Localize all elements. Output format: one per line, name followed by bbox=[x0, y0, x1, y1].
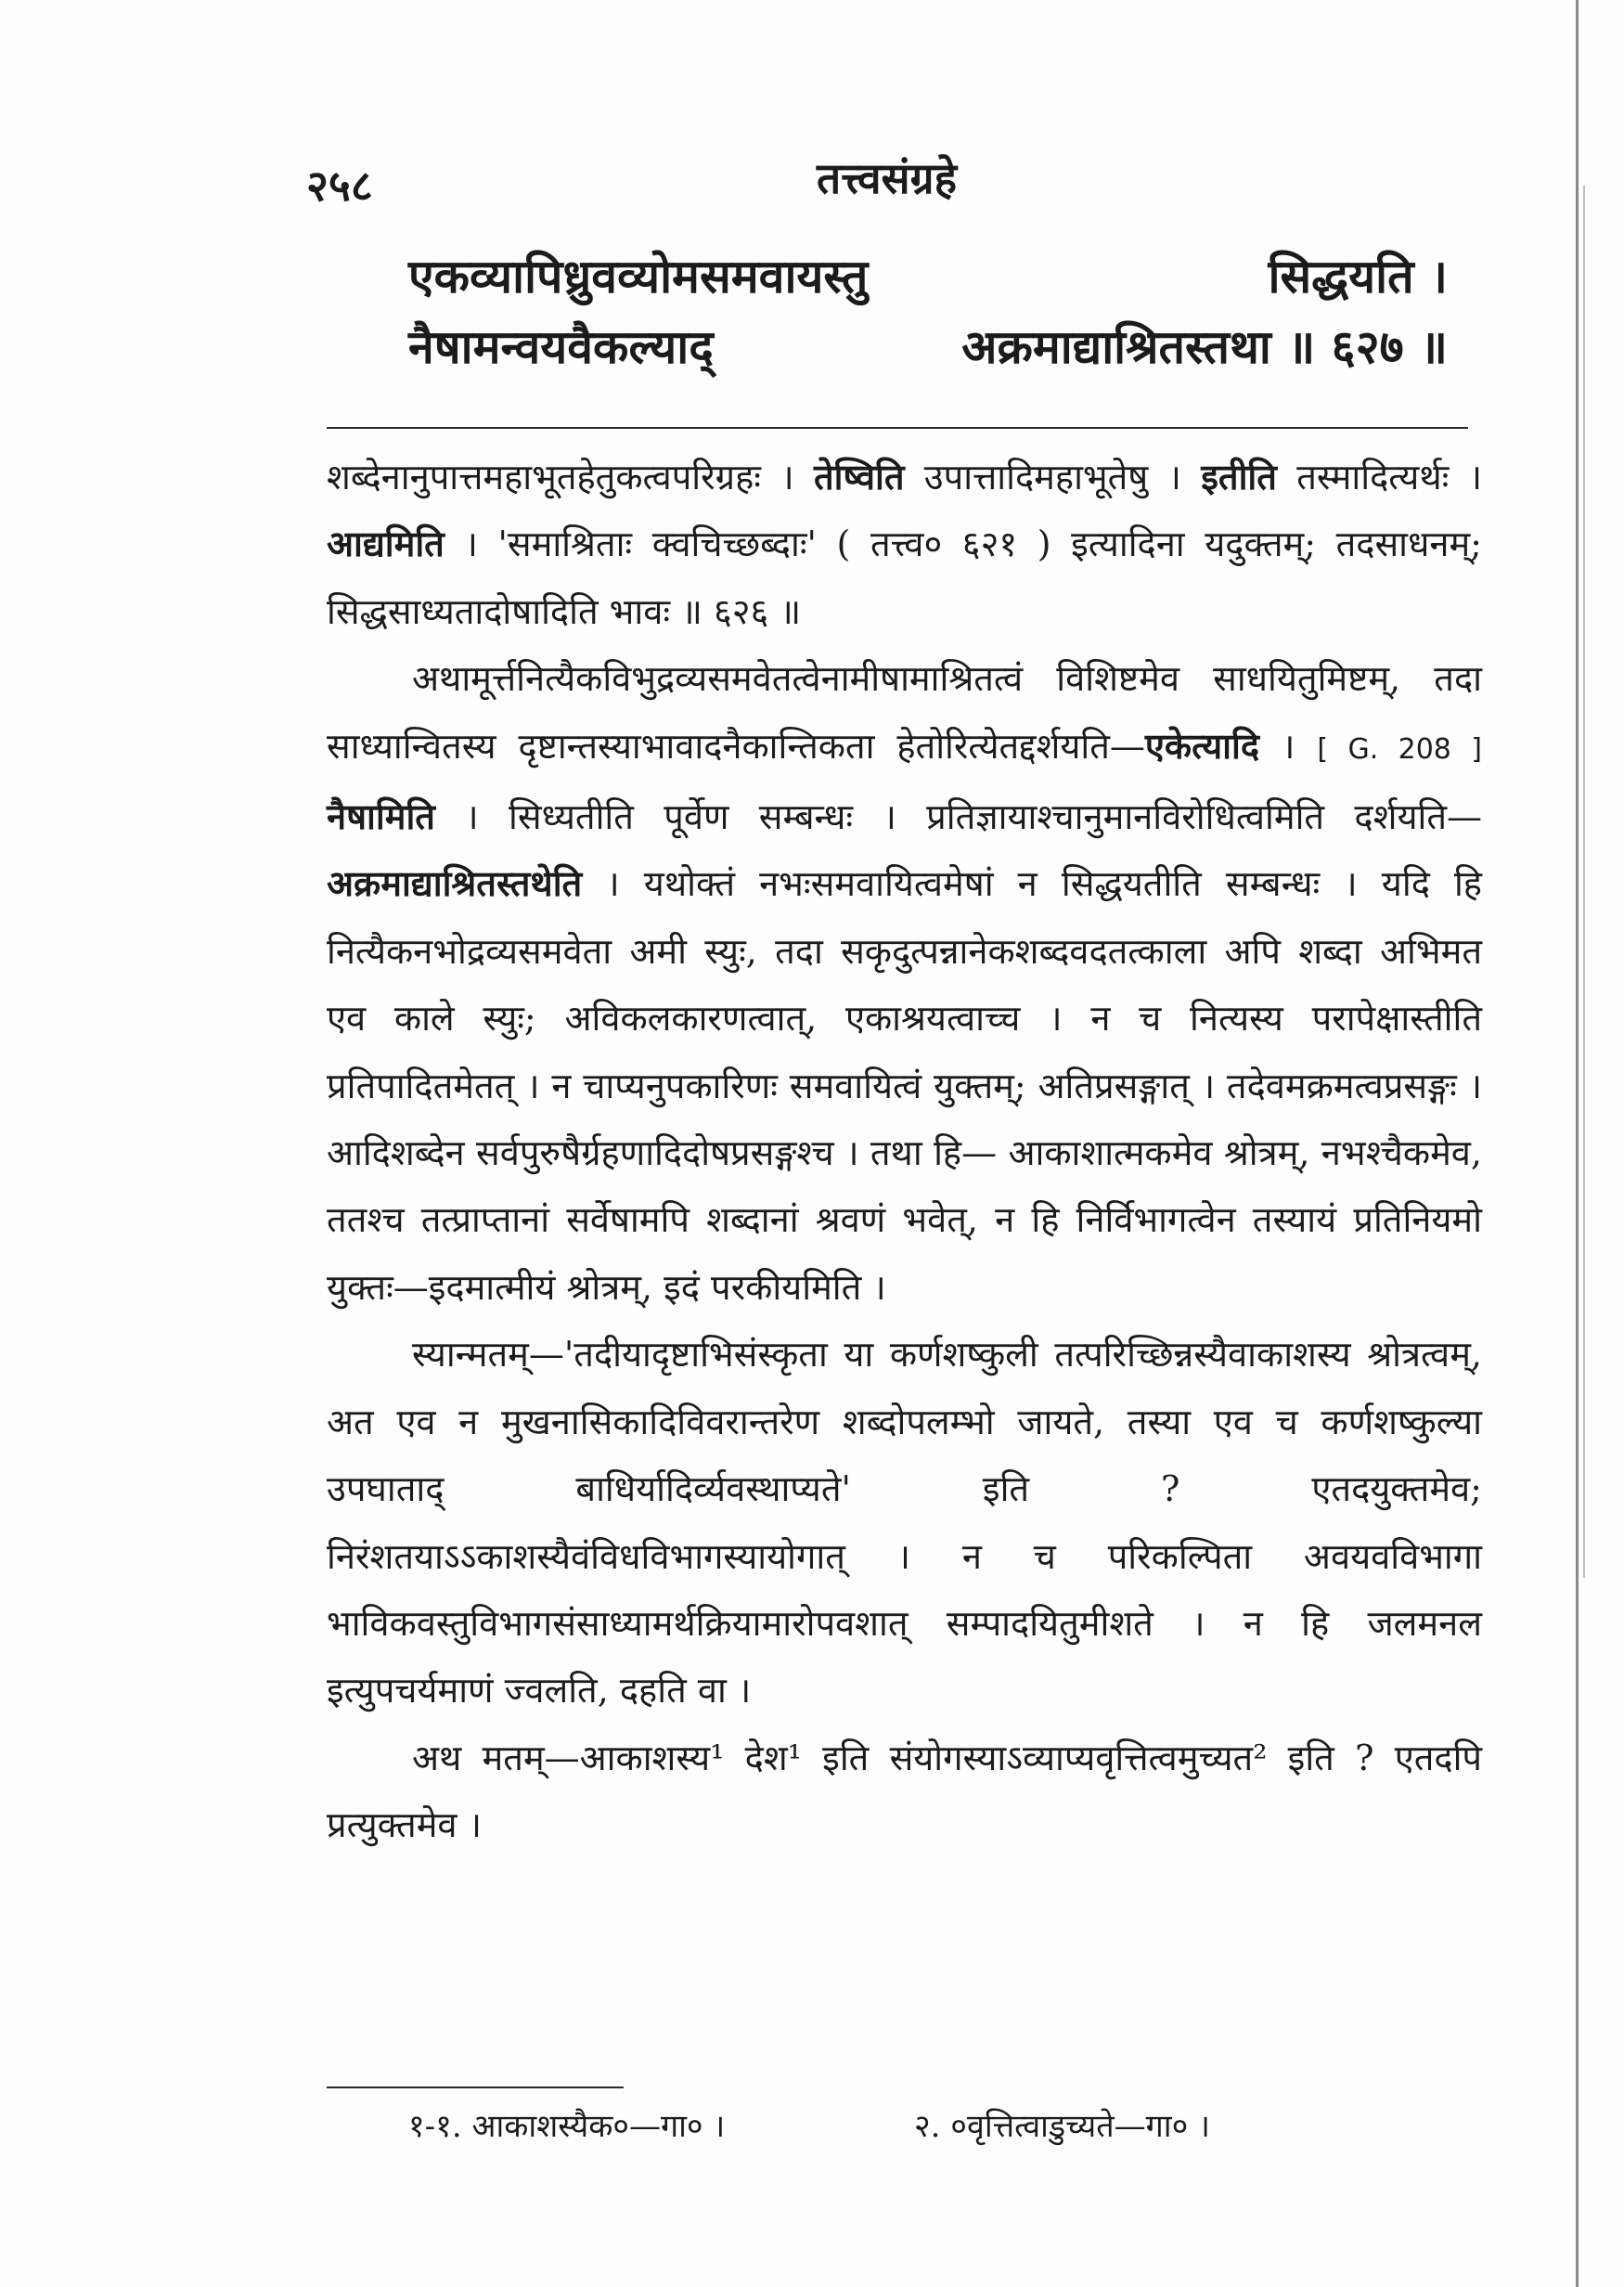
verse-line-1 bbox=[408, 243, 1448, 308]
footnote-divider bbox=[327, 2087, 624, 2088]
verse-line-2 bbox=[408, 314, 1448, 379]
footnote-2: २. ०वृत्तित्वाडुच्यते—गा० । bbox=[914, 2108, 1210, 2145]
pratika-teshv: तेष्विति bbox=[813, 456, 905, 497]
commentary-paragraph-3: स्यान्मतम्—'तदीयादृष्टाभिसंस्कृता या कर्णशष्कुली तत्परिच्छिन्नस्यैवाकाशस्य श्रोत्रत्वम्, अत एव न मुखनासिकादिविवरान्तरेण शब्दोपलम्भो जायते, तस्या एव च कर्णशष्कुल्या उपघाताद् बाधिर्यादिर्व्यवस्थाप्यते' इति ? एतदयुक्तमेव; निरंशतयाऽऽकाशस्यैवंविधविभागस्यायोगात् । न च परिकल्पिता अवयवविभागा भाविकवस्तुविभागसंसाध्यामर्थक्रियामारोपवशात् सम्पादयितुमीशते । न हि जलमनल इत्युपचर्यमाणं ज्वलति, दहति वा । bbox=[327, 1334, 1482, 1712]
verse-divider bbox=[327, 427, 1468, 429]
gaekwad-page-reference: [ G. 208 ] bbox=[1317, 732, 1483, 766]
verse-line-2-second-half: अक्रमाद्याश्रितस्तथा ॥ ६२७ ॥ bbox=[961, 319, 1448, 374]
binding-edge bbox=[1576, 0, 1579, 2287]
footnote-1: १-१. आकाशस्यैक०—गा० । bbox=[408, 2108, 726, 2145]
commentary-paragraph-2: अथामूर्त्तनित्यैकविभुद्रव्यसमवेतत्वेनामीषामाश्रितत्वं विशिष्टमेव साधयितुमिष्टम्, तदा साध्यान्वितस्य दृष्टान्तस्याभावादनैकान्तिकता हेतोरित्येतद्दर्शयति—एकेत्यादि । [ G. 208 ] नैषामिति । सिध्यतीति पूर्वेण सम्बन्धः । प्रतिज्ञायाश्चानुमानविरोधित्वमिति दर्शयति—अक्रमाद्याश्रितस्तथेति । यथोक्तं नभःसमवायित्वमेषां न सिद्धयतीति सम्बन्धः । यदि हि नित्यैकनभोद्रव्यसमवेता अमी स्युः, तदा सकृदुत्पन्नानेकशब्दवदतत्काला अपि शब्दा अभिमत एव काले स्युः; अविकलकारणत्वात्, एकाश्रयत्वाच्च । न च नित्यस्य परापेक्षास्तीति प्रतिपादितमेतत् । न चाप्यनुपकारिणः समवायित्वं युक्तम्; अतिप्रसङ्गात् । तदेवमक्रमत्वप्रसङ्गः । आदिशब्देन सर्वपुरुषैर्ग्रहणादिदोषप्रसङ्गश्च । तथा हि— आकाशात्मकमेव श्रोत्रम्, नभश्चैकमेव, ततश्च तत्प्राप्तानां सर्वेषामपि शब्दानां श्रवणं भवेत्, न हि निर्विभागत्वेन तस्यायं प्रतिनियमो युक्तः—इदमात्मीयं श्रोत्रम्, इदं परकीयमिति । bbox=[327, 658, 1483, 1308]
commentary-paragraph-4: अथ मतम्—आकाशस्य¹ देश¹ इति संयोगस्याऽव्याप्यवृत्तित्वमुच्यत² इति ? एतदपि प्रत्युक्तमेव । bbox=[327, 1737, 1482, 1846]
verse-line-2-first-half: नैषामन्वयवैकल्याद् bbox=[408, 319, 714, 374]
running-head: तत्त्वसंग्रहे bbox=[817, 153, 958, 203]
pratika-naisham: नैषामिति bbox=[327, 795, 435, 838]
binding-shadow bbox=[1583, 186, 1585, 1578]
commentary-text bbox=[327, 444, 1482, 1859]
pratika-iti: इतीति bbox=[1201, 456, 1277, 497]
commentary-paragraph-1: शब्देनानुपात्तमहाभूतहेतुकत्वपरिग्रहः । तेष्विति उपात्तादिमहाभूतेषु । इतीति तस्मादित्यर्थः । आद्यमिति । 'समाश्रिताः क्वचिच्छब्दाः' ( तत्त्व० ६२१ ) इत्यादिना यदुक्तम्; तदसाधनम्; सिद्धसाध्यतादोषादिति भावः ॥ ६२६ ॥ bbox=[327, 456, 1482, 632]
verse-line-1-first-half: एकव्यापिध्रुवव्योमसमवायस्तु bbox=[408, 249, 869, 304]
verse-line-1-second-half: सिद्धयति । bbox=[1268, 249, 1448, 304]
pratika-akrama: अक्रमाद्याश्रितस्तथेति bbox=[327, 862, 583, 905]
pratika-eka: एकेत्यादि bbox=[1144, 724, 1260, 767]
page-number: २५८ bbox=[306, 161, 373, 211]
pratika-adyam: आद्यमिति bbox=[327, 523, 445, 565]
